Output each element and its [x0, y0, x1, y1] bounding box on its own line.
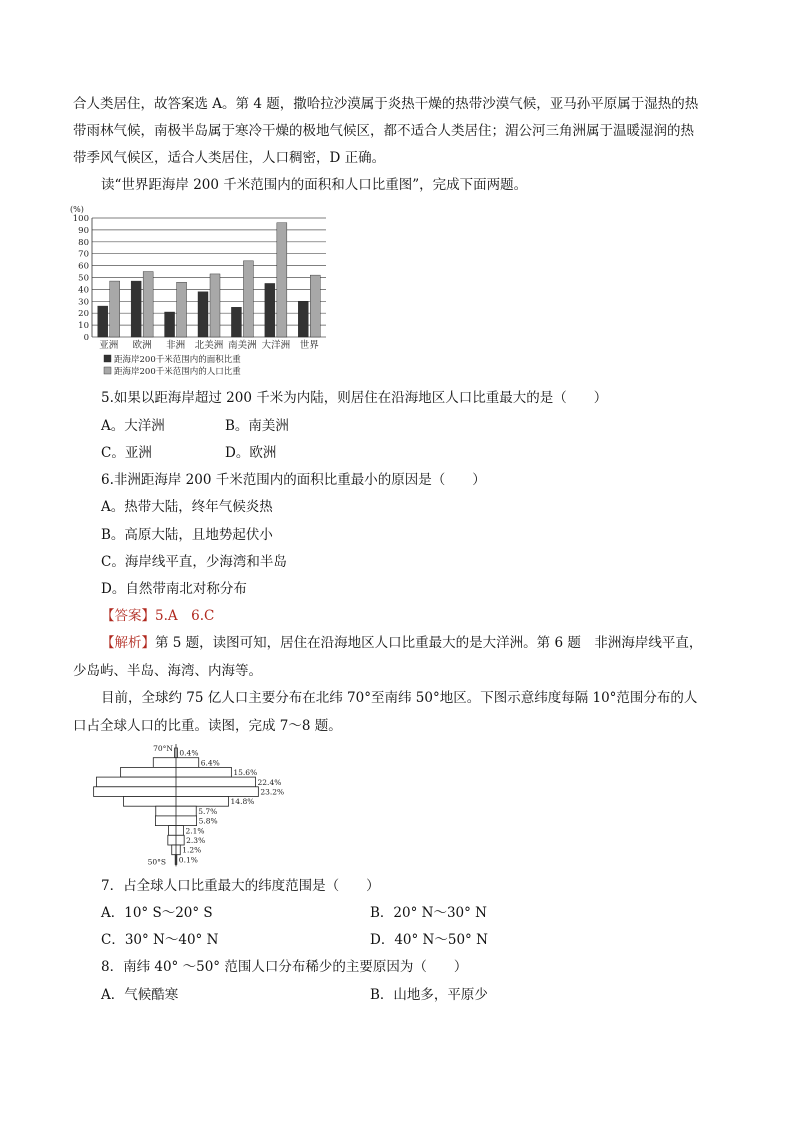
intro2-line-2: 口占全球人口的比重。读图，完成 7～8 题。 — [73, 718, 342, 734]
bar — [231, 307, 241, 337]
y-tick-label: 50 — [78, 273, 89, 284]
value-label: 22.4% — [257, 777, 282, 787]
y-tick-label: 60 — [78, 261, 89, 272]
value-label: 2.3% — [186, 836, 206, 845]
x-tick-label: 南美洲 — [228, 340, 257, 351]
y-tick-label: 30 — [78, 297, 89, 308]
bar — [110, 281, 120, 337]
question-6-option-a: A。热带大陆，终年气候炎热 — [101, 499, 273, 515]
y-axis-unit-label: (%) — [70, 205, 84, 214]
x-tick-label: 大洋洲 — [261, 340, 291, 351]
coastal-area-population-bar-chart — [60, 203, 340, 383]
value-label: 0.1% — [178, 855, 198, 865]
paragraph-line-3: 带季风气候区，适合人类居住，人口稠密，D 正确。 — [73, 150, 386, 166]
question-5-option-b: B。南美洲 — [225, 418, 289, 434]
value-label: 23.2% — [260, 787, 285, 797]
value-label: 5.8% — [198, 816, 218, 826]
question-7-stem: 7．占全球人口比重最大的纬度范围是（ ） — [101, 878, 380, 894]
bar — [131, 281, 141, 337]
legend-label: 距海岸200千米范围内的人口比重 — [114, 367, 241, 377]
legend-label: 距海岸200千米范围内的面积比重 — [114, 355, 241, 365]
question-5-option-a: A。大洋洲 — [101, 418, 165, 434]
bottom-latitude-label: 50°S — [147, 857, 166, 867]
intro2-line-1: 目前，全球约 75 亿人口主要分布在北纬 70°至南纬 50°地区。下图示意纬度每隔 10°范围分布的人 — [101, 690, 698, 706]
analysis-line-1 — [101, 633, 702, 653]
y-tick-label: 40 — [78, 285, 89, 296]
value-label: 5.7% — [198, 806, 218, 816]
bar — [310, 275, 320, 337]
bar — [243, 261, 253, 337]
bar — [298, 301, 308, 337]
value-label: 6.4% — [200, 758, 220, 768]
y-tick-label: 10 — [78, 321, 89, 332]
x-tick-label: 亚洲 — [99, 340, 119, 351]
bar — [143, 272, 153, 337]
question-8-option-a: A．气候酷寒 — [101, 987, 179, 1003]
y-tick-label: 20 — [78, 309, 89, 320]
analysis-text-1: 第 5 题，读图可知，居住在沿海地区人口比重最大的是大洋洲。第 6 题 非洲海岸线平直， — [155, 635, 703, 651]
answer-text: 5.A 6.C — [155, 608, 215, 624]
value-label: 15.6% — [233, 768, 258, 778]
question-6-option-c: C。海岸线平直，少海湾和半岛 — [101, 554, 287, 570]
question-8-stem: 8．南纬 40° ～50° 范围人口分布稀少的主要原因为（ ） — [101, 959, 468, 975]
paragraph-line-1: 合人类居住，故答案选 A。第 4 题，撒哈拉沙漠属于炎热干燥的热带沙漠气候，亚马孙平原属于湿热的热 — [73, 96, 699, 112]
question-8-option-b: B．山地多，平原少 — [370, 987, 488, 1003]
y-tick-label: 0 — [83, 333, 89, 343]
question-7-option-d: D．40° N～50° N — [370, 932, 488, 948]
bar — [210, 274, 220, 337]
question-6-option-b: B。高原大陆，且地势起伏小 — [101, 527, 273, 543]
question-6-stem: 6.非洲距海岸 200 千米范围内的面积比重最小的原因是（ ） — [101, 472, 486, 488]
y-tick-label: 80 — [78, 237, 89, 248]
value-label: 14.8% — [230, 797, 255, 807]
legend-swatch — [104, 367, 111, 374]
answer-tag: 【答案】 — [101, 608, 155, 624]
bar — [198, 292, 208, 337]
question-5-option-c: C。亚洲 — [101, 445, 152, 461]
value-label: 2.1% — [185, 826, 205, 836]
chart-intro: 读“世界距海岸 200 千米范围内的面积和人口比重图”，完成下面两题。 — [101, 177, 528, 193]
question-7-option-b: B．20° N～30° N — [370, 905, 487, 921]
latitude-population-chart — [60, 740, 330, 870]
bar — [277, 223, 287, 337]
question-5-option-d: D。欧洲 — [225, 445, 277, 461]
bar — [265, 283, 275, 337]
bar — [165, 312, 175, 337]
question-7-option-a: A．10° S～20° S — [101, 905, 213, 921]
question-7-option-c: C．30° N～40° N — [101, 932, 219, 948]
x-tick-label: 非洲 — [166, 340, 186, 351]
x-tick-label: 北美洲 — [194, 340, 224, 351]
analysis-tag: 【解析】 — [101, 635, 155, 651]
paragraph-line-2: 带雨林气候，南极半岛属于寒冷干燥的极地气候区，都不适合人类居住；湄公河三角洲属于温暖湿润的热 — [73, 123, 694, 139]
x-tick-label: 世界 — [299, 340, 319, 351]
value-label: 0.4% — [179, 748, 199, 758]
y-tick-label: 100 — [72, 214, 89, 224]
y-tick-label: 70 — [78, 249, 89, 260]
question-5-stem: 5.如果以距海岸超过 200 千米为内陆，则居住在沿海地区人口比重最大的是（ ） — [101, 390, 608, 406]
legend-swatch — [104, 355, 111, 362]
question-6-option-d: D。自然带南北对称分布 — [101, 581, 247, 597]
value-label: 1.2% — [182, 845, 202, 855]
x-tick-label: 欧洲 — [132, 340, 152, 351]
bar — [177, 282, 187, 337]
bar — [98, 306, 108, 337]
y-tick-label: 90 — [78, 225, 89, 236]
top-latitude-label: 70°N — [153, 744, 173, 753]
analysis-line-2: 少岛屿、半岛、海湾、内海等。 — [73, 663, 262, 679]
answer-line — [101, 606, 214, 626]
